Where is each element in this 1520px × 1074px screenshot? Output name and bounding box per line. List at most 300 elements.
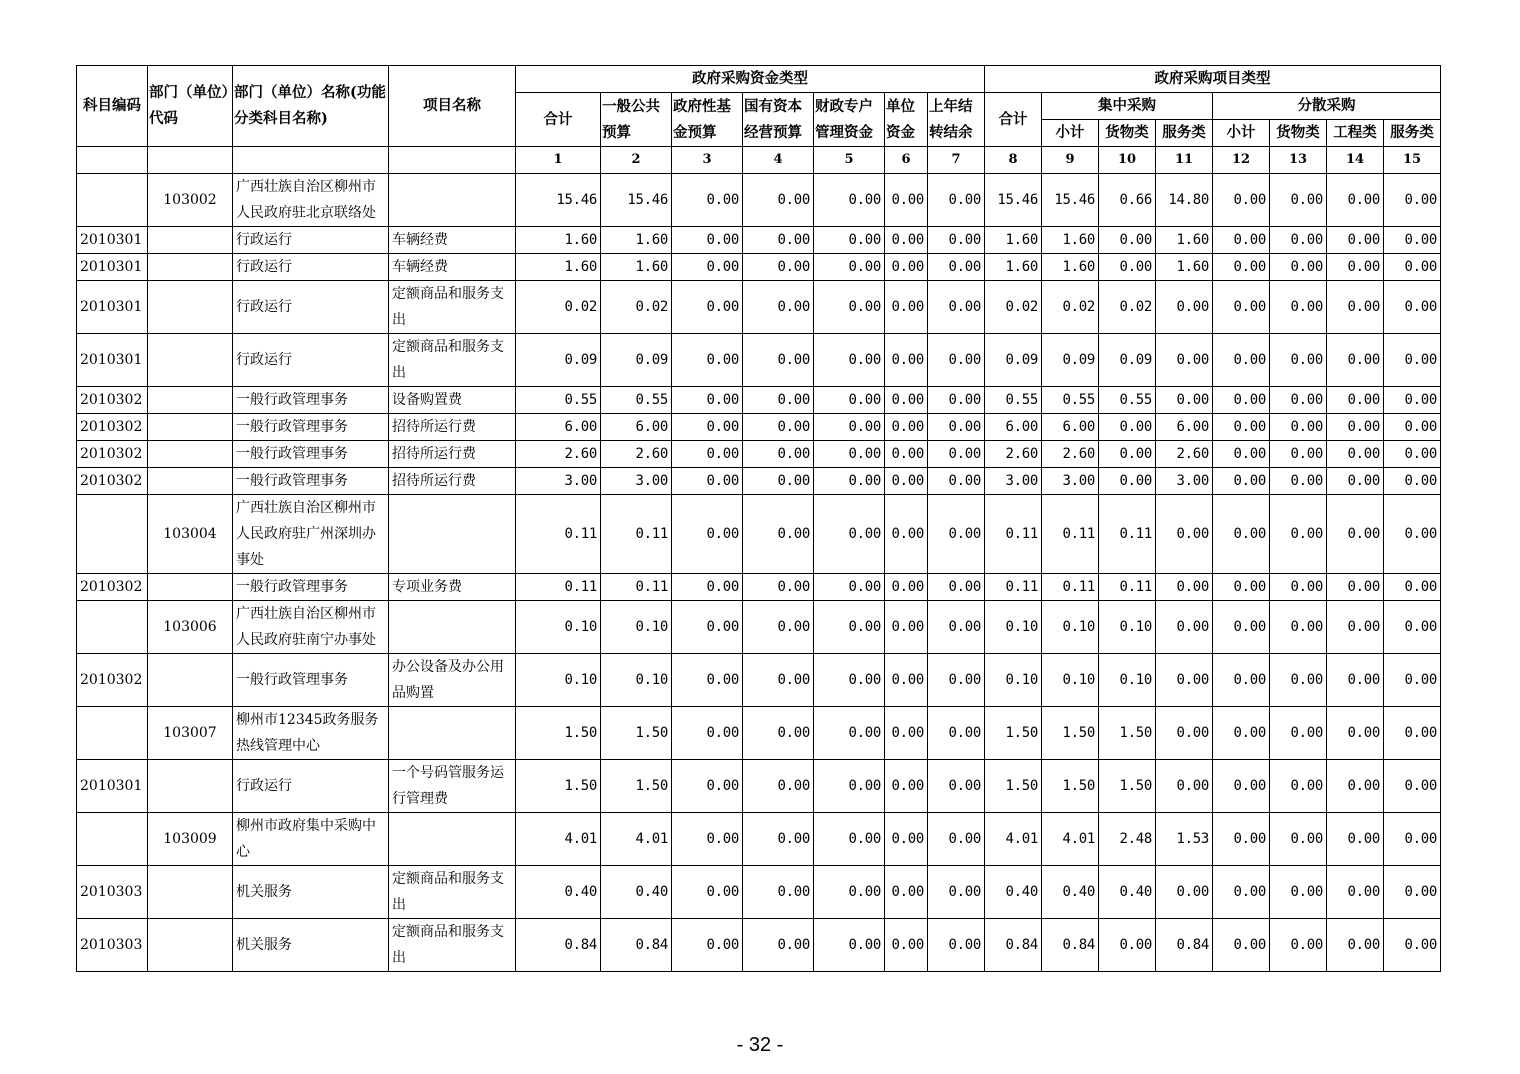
dept-code-cell bbox=[148, 468, 233, 495]
value-cell: 1.50 bbox=[601, 760, 672, 813]
value-cell: 0.00 bbox=[1327, 281, 1384, 334]
value-cell: 1.60 bbox=[516, 254, 601, 281]
value-cell: 1.50 bbox=[601, 707, 672, 760]
value-cell: 0.40 bbox=[1099, 866, 1156, 919]
value-cell: 0.00 bbox=[1384, 866, 1441, 919]
value-cell: 0.02 bbox=[985, 281, 1042, 334]
value-cell: 0.10 bbox=[1099, 601, 1156, 654]
project-name-cell bbox=[389, 174, 516, 227]
value-cell: 0.00 bbox=[814, 227, 885, 254]
subject-code-cell bbox=[77, 495, 148, 574]
value-cell: 0.84 bbox=[1042, 919, 1099, 972]
project-name-cell: 定额商品和服务支出 bbox=[389, 334, 516, 387]
value-cell: 0.00 bbox=[1156, 601, 1213, 654]
dept-code-cell: 103007 bbox=[148, 707, 233, 760]
value-cell: 0.00 bbox=[814, 254, 885, 281]
value-cell: 0.00 bbox=[1270, 601, 1327, 654]
value-cell: 0.00 bbox=[672, 468, 743, 495]
column-number: 3 bbox=[672, 147, 743, 174]
value-cell: 0.00 bbox=[1270, 468, 1327, 495]
value-cell: 0.00 bbox=[814, 574, 885, 601]
value-cell: 0.11 bbox=[1042, 495, 1099, 574]
dept-name-cell: 柳州市12345政务服务热线管理中心 bbox=[233, 707, 389, 760]
value-cell: 3.00 bbox=[985, 468, 1042, 495]
value-cell: 0.00 bbox=[1327, 254, 1384, 281]
project-name-cell: 招待所运行费 bbox=[389, 468, 516, 495]
value-cell: 0.00 bbox=[885, 866, 928, 919]
value-cell: 0.09 bbox=[1042, 334, 1099, 387]
dept-code-cell bbox=[148, 574, 233, 601]
value-cell: 0.00 bbox=[1384, 813, 1441, 866]
value-cell: 0.11 bbox=[601, 574, 672, 601]
dept-name-cell: 广西壮族自治区柳州市人民政府驻南宁办事处 bbox=[233, 601, 389, 654]
value-cell: 0.00 bbox=[743, 174, 814, 227]
value-cell: 0.00 bbox=[1384, 919, 1441, 972]
value-cell: 0.84 bbox=[516, 919, 601, 972]
value-cell: 0.00 bbox=[743, 414, 814, 441]
value-cell: 0.00 bbox=[672, 495, 743, 574]
value-cell: 0.00 bbox=[1099, 227, 1156, 254]
value-cell: 0.00 bbox=[1099, 468, 1156, 495]
value-cell: 0.10 bbox=[985, 654, 1042, 707]
column-number: 4 bbox=[743, 147, 814, 174]
dept-code-cell bbox=[148, 441, 233, 468]
value-cell: 0.00 bbox=[814, 495, 885, 574]
value-cell: 0.09 bbox=[985, 334, 1042, 387]
value-cell: 4.01 bbox=[985, 813, 1042, 866]
value-cell: 0.55 bbox=[601, 387, 672, 414]
value-cell: 0.09 bbox=[516, 334, 601, 387]
subject-code-cell: 2010302 bbox=[77, 468, 148, 495]
column-number: 8 bbox=[985, 147, 1042, 174]
value-cell: 6.00 bbox=[601, 414, 672, 441]
subject-code-cell: 2010301 bbox=[77, 760, 148, 813]
value-cell: 0.00 bbox=[928, 866, 985, 919]
table-row bbox=[77, 227, 1441, 254]
table-row bbox=[77, 919, 1441, 972]
value-cell: 0.00 bbox=[928, 334, 985, 387]
value-cell: 1.60 bbox=[601, 227, 672, 254]
table-row bbox=[77, 601, 1441, 654]
value-cell: 0.00 bbox=[743, 334, 814, 387]
value-cell: 0.00 bbox=[1384, 174, 1441, 227]
subject-code-cell bbox=[77, 601, 148, 654]
value-cell: 0.00 bbox=[1213, 441, 1270, 468]
value-cell: 0.00 bbox=[928, 468, 985, 495]
value-cell: 0.00 bbox=[1327, 866, 1384, 919]
value-cell: 0.00 bbox=[928, 813, 985, 866]
value-cell: 0.40 bbox=[516, 866, 601, 919]
value-cell: 0.00 bbox=[1213, 254, 1270, 281]
value-cell: 0.00 bbox=[1156, 760, 1213, 813]
value-cell: 2.60 bbox=[1042, 441, 1099, 468]
value-cell: 0.00 bbox=[1213, 387, 1270, 414]
value-cell: 0.00 bbox=[672, 227, 743, 254]
value-cell: 1.60 bbox=[985, 254, 1042, 281]
value-cell: 0.00 bbox=[1213, 866, 1270, 919]
project-name-cell bbox=[389, 707, 516, 760]
dept-name-cell: 机关服务 bbox=[233, 919, 389, 972]
value-cell: 0.00 bbox=[743, 654, 814, 707]
table-row bbox=[77, 414, 1441, 441]
value-cell: 0.10 bbox=[1099, 654, 1156, 707]
value-cell: 0.00 bbox=[1270, 387, 1327, 414]
subject-code-cell: 2010301 bbox=[77, 254, 148, 281]
value-cell: 0.00 bbox=[885, 707, 928, 760]
project-name-cell: 设备购置费 bbox=[389, 387, 516, 414]
subject-code-cell: 2010302 bbox=[77, 387, 148, 414]
value-cell: 0.00 bbox=[928, 707, 985, 760]
column-number: 2 bbox=[601, 147, 672, 174]
value-cell: 4.01 bbox=[516, 813, 601, 866]
value-cell: 0.00 bbox=[814, 601, 885, 654]
value-cell: 2.60 bbox=[985, 441, 1042, 468]
dept-name-cell: 一般行政管理事务 bbox=[233, 441, 389, 468]
value-cell: 0.00 bbox=[1213, 813, 1270, 866]
value-cell: 0.00 bbox=[1156, 281, 1213, 334]
value-cell: 0.00 bbox=[743, 919, 814, 972]
value-cell: 0.00 bbox=[1099, 254, 1156, 281]
column-number: 9 bbox=[1042, 147, 1099, 174]
dept-code-cell: 103004 bbox=[148, 495, 233, 574]
header-fiscal-account-funds: 财政专户管理资金 bbox=[814, 93, 885, 147]
subject-code-cell bbox=[77, 174, 148, 227]
value-cell: 0.00 bbox=[1099, 919, 1156, 972]
header-scatter-subtotal: 小计 bbox=[1213, 120, 1270, 147]
value-cell: 0.84 bbox=[985, 919, 1042, 972]
value-cell: 0.00 bbox=[928, 174, 985, 227]
value-cell: 0.00 bbox=[1213, 574, 1270, 601]
header-central-subtotal: 小计 bbox=[1042, 120, 1099, 147]
value-cell: 0.00 bbox=[672, 707, 743, 760]
value-cell: 0.00 bbox=[1270, 707, 1327, 760]
value-cell: 0.00 bbox=[743, 866, 814, 919]
value-cell: 0.00 bbox=[1327, 760, 1384, 813]
value-cell: 0.00 bbox=[1327, 227, 1384, 254]
column-number: 10 bbox=[1099, 147, 1156, 174]
value-cell: 0.55 bbox=[985, 387, 1042, 414]
value-cell: 0.00 bbox=[814, 468, 885, 495]
value-cell: 0.00 bbox=[672, 760, 743, 813]
dept-name-cell: 一般行政管理事务 bbox=[233, 468, 389, 495]
header-gov-fund-budget: 政府性基金预算 bbox=[672, 93, 743, 147]
value-cell: 0.55 bbox=[516, 387, 601, 414]
value-cell: 0.00 bbox=[1327, 495, 1384, 574]
value-cell: 0.10 bbox=[1042, 601, 1099, 654]
project-name-cell: 招待所运行费 bbox=[389, 441, 516, 468]
value-cell: 0.00 bbox=[672, 414, 743, 441]
dept-name-cell: 行政运行 bbox=[233, 254, 389, 281]
value-cell: 6.00 bbox=[1042, 414, 1099, 441]
column-number-row bbox=[77, 147, 1441, 174]
subject-code-cell: 2010301 bbox=[77, 334, 148, 387]
value-cell: 0.00 bbox=[928, 654, 985, 707]
column-number: 6 bbox=[885, 147, 928, 174]
value-cell: 0.00 bbox=[743, 495, 814, 574]
value-cell: 3.00 bbox=[1042, 468, 1099, 495]
value-cell: 0.00 bbox=[928, 495, 985, 574]
value-cell: 0.00 bbox=[1384, 281, 1441, 334]
dept-code-cell: 103006 bbox=[148, 601, 233, 654]
value-cell: 0.00 bbox=[928, 387, 985, 414]
value-cell: 0.84 bbox=[1156, 919, 1213, 972]
value-cell: 0.09 bbox=[1099, 334, 1156, 387]
header-scattered-procurement: 分散采购 bbox=[1213, 93, 1441, 120]
value-cell: 0.00 bbox=[814, 919, 885, 972]
value-cell: 0.11 bbox=[1099, 574, 1156, 601]
table-row bbox=[77, 387, 1441, 414]
project-name-cell bbox=[389, 813, 516, 866]
value-cell: 0.00 bbox=[1213, 760, 1270, 813]
value-cell: 0.00 bbox=[1156, 654, 1213, 707]
table-row bbox=[77, 866, 1441, 919]
value-cell: 0.00 bbox=[672, 281, 743, 334]
value-cell: 0.09 bbox=[601, 334, 672, 387]
value-cell: 0.84 bbox=[601, 919, 672, 972]
value-cell: 0.40 bbox=[601, 866, 672, 919]
value-cell: 0.00 bbox=[1156, 866, 1213, 919]
value-cell: 0.00 bbox=[1213, 414, 1270, 441]
value-cell: 0.00 bbox=[1213, 919, 1270, 972]
dept-name-cell: 行政运行 bbox=[233, 227, 389, 254]
value-cell: 0.00 bbox=[1213, 334, 1270, 387]
value-cell: 6.00 bbox=[1156, 414, 1213, 441]
value-cell: 1.53 bbox=[1156, 813, 1213, 866]
subject-code-cell: 2010302 bbox=[77, 441, 148, 468]
dept-name-cell: 一般行政管理事务 bbox=[233, 387, 389, 414]
table-row bbox=[77, 760, 1441, 813]
value-cell: 0.00 bbox=[885, 174, 928, 227]
header-scatter-goods: 货物类 bbox=[1270, 120, 1327, 147]
value-cell: 0.00 bbox=[1384, 760, 1441, 813]
value-cell: 0.00 bbox=[1270, 227, 1327, 254]
value-cell: 1.50 bbox=[1042, 707, 1099, 760]
value-cell: 0.00 bbox=[1213, 468, 1270, 495]
value-cell: 6.00 bbox=[985, 414, 1042, 441]
header-fund-total: 合计 bbox=[516, 93, 601, 147]
dept-code-cell bbox=[148, 414, 233, 441]
value-cell: 0.00 bbox=[928, 254, 985, 281]
value-cell: 0.11 bbox=[601, 495, 672, 574]
project-name-cell: 定额商品和服务支出 bbox=[389, 919, 516, 972]
value-cell: 0.00 bbox=[1213, 227, 1270, 254]
value-cell: 0.00 bbox=[1156, 495, 1213, 574]
project-name-cell bbox=[389, 601, 516, 654]
value-cell: 0.00 bbox=[928, 574, 985, 601]
value-cell: 0.00 bbox=[814, 174, 885, 227]
value-cell: 0.00 bbox=[672, 813, 743, 866]
value-cell: 0.00 bbox=[1213, 707, 1270, 760]
value-cell: 0.00 bbox=[1327, 919, 1384, 972]
value-cell: 3.00 bbox=[601, 468, 672, 495]
value-cell: 0.00 bbox=[885, 387, 928, 414]
value-cell: 0.11 bbox=[1042, 574, 1099, 601]
value-cell: 0.00 bbox=[672, 866, 743, 919]
dept-code-cell bbox=[148, 254, 233, 281]
page-number: - 32 - bbox=[736, 1034, 784, 1056]
procurement-budget-table bbox=[76, 65, 1441, 972]
subject-code-cell bbox=[77, 707, 148, 760]
value-cell: 0.00 bbox=[814, 334, 885, 387]
value-cell: 0.66 bbox=[1099, 174, 1156, 227]
value-cell: 1.50 bbox=[1042, 760, 1099, 813]
table-row bbox=[77, 574, 1441, 601]
value-cell: 0.00 bbox=[1270, 281, 1327, 334]
dept-name-cell: 行政运行 bbox=[233, 760, 389, 813]
value-cell: 2.60 bbox=[1156, 441, 1213, 468]
value-cell: 0.00 bbox=[885, 919, 928, 972]
value-cell: 0.00 bbox=[1270, 654, 1327, 707]
value-cell: 0.10 bbox=[601, 601, 672, 654]
table-row bbox=[77, 654, 1441, 707]
value-cell: 6.00 bbox=[516, 414, 601, 441]
project-name-cell: 招待所运行费 bbox=[389, 414, 516, 441]
dept-code-cell bbox=[148, 654, 233, 707]
value-cell: 0.00 bbox=[928, 227, 985, 254]
value-cell: 0.00 bbox=[672, 919, 743, 972]
value-cell: 0.00 bbox=[1270, 574, 1327, 601]
value-cell: 0.00 bbox=[1384, 707, 1441, 760]
value-cell: 0.00 bbox=[1213, 654, 1270, 707]
project-name-cell bbox=[389, 495, 516, 574]
value-cell: 0.00 bbox=[1327, 601, 1384, 654]
value-cell: 0.00 bbox=[1099, 414, 1156, 441]
value-cell: 0.00 bbox=[1270, 414, 1327, 441]
value-cell: 1.60 bbox=[1042, 254, 1099, 281]
value-cell: 0.02 bbox=[1099, 281, 1156, 334]
column-number: 11 bbox=[1156, 147, 1213, 174]
value-cell: 0.00 bbox=[885, 281, 928, 334]
value-cell: 0.00 bbox=[928, 414, 985, 441]
value-cell: 2.48 bbox=[1099, 813, 1156, 866]
column-number: 14 bbox=[1327, 147, 1384, 174]
project-name-cell: 定额商品和服务支出 bbox=[389, 866, 516, 919]
value-cell: 0.00 bbox=[814, 760, 885, 813]
value-cell: 0.11 bbox=[985, 495, 1042, 574]
value-cell: 0.00 bbox=[1327, 174, 1384, 227]
value-cell: 1.60 bbox=[1156, 254, 1213, 281]
value-cell: 0.00 bbox=[743, 574, 814, 601]
header-general-budget: 一般公共预算 bbox=[601, 93, 672, 147]
subject-code-cell: 2010302 bbox=[77, 414, 148, 441]
value-cell: 0.00 bbox=[743, 468, 814, 495]
value-cell: 0.00 bbox=[1384, 227, 1441, 254]
value-cell: 0.00 bbox=[1384, 441, 1441, 468]
value-cell: 0.00 bbox=[1327, 441, 1384, 468]
value-cell: 0.00 bbox=[1270, 254, 1327, 281]
value-cell: 0.00 bbox=[814, 387, 885, 414]
value-cell: 0.00 bbox=[814, 707, 885, 760]
value-cell: 0.00 bbox=[885, 254, 928, 281]
value-cell: 1.50 bbox=[1099, 707, 1156, 760]
value-cell: 0.00 bbox=[743, 813, 814, 866]
value-cell: 0.00 bbox=[1327, 574, 1384, 601]
value-cell: 0.00 bbox=[814, 813, 885, 866]
header-carryover: 上年结转结余 bbox=[928, 93, 985, 147]
dept-code-cell bbox=[148, 387, 233, 414]
dept-name-cell: 一般行政管理事务 bbox=[233, 414, 389, 441]
header-central-procurement: 集中采购 bbox=[1042, 93, 1213, 120]
value-cell: 4.01 bbox=[1042, 813, 1099, 866]
dept-code-cell bbox=[148, 227, 233, 254]
dept-code-cell: 103002 bbox=[148, 174, 233, 227]
column-number: 7 bbox=[928, 147, 985, 174]
header-dept-code: 部门（单位）代码 bbox=[148, 66, 233, 147]
value-cell: 0.00 bbox=[885, 760, 928, 813]
value-cell: 0.00 bbox=[928, 601, 985, 654]
project-name-cell: 专项业务费 bbox=[389, 574, 516, 601]
table-row bbox=[77, 441, 1441, 468]
value-cell: 0.00 bbox=[672, 387, 743, 414]
value-cell: 1.60 bbox=[516, 227, 601, 254]
value-cell: 0.00 bbox=[1270, 866, 1327, 919]
table-row bbox=[77, 813, 1441, 866]
value-cell: 0.00 bbox=[1384, 387, 1441, 414]
value-cell: 0.00 bbox=[885, 574, 928, 601]
value-cell: 0.00 bbox=[1270, 495, 1327, 574]
value-cell: 0.00 bbox=[885, 654, 928, 707]
header-scatter-services: 服务类 bbox=[1384, 120, 1441, 147]
value-cell: 0.00 bbox=[1327, 334, 1384, 387]
table-row bbox=[77, 174, 1441, 227]
header-item-total: 合计 bbox=[985, 93, 1042, 147]
header-scatter-works: 工程类 bbox=[1327, 120, 1384, 147]
column-number: 1 bbox=[516, 147, 601, 174]
value-cell: 0.00 bbox=[1270, 334, 1327, 387]
value-cell: 0.00 bbox=[814, 441, 885, 468]
subject-code-cell: 2010302 bbox=[77, 574, 148, 601]
header-state-capital-budget: 国有资本经营预算 bbox=[743, 93, 814, 147]
value-cell: 0.00 bbox=[814, 654, 885, 707]
table-row bbox=[77, 281, 1441, 334]
header-subject-code: 科目编码 bbox=[77, 66, 148, 147]
value-cell: 0.40 bbox=[985, 866, 1042, 919]
dept-name-cell: 一般行政管理事务 bbox=[233, 654, 389, 707]
value-cell: 0.02 bbox=[516, 281, 601, 334]
value-cell: 3.00 bbox=[1156, 468, 1213, 495]
value-cell: 0.10 bbox=[516, 654, 601, 707]
value-cell: 15.46 bbox=[516, 174, 601, 227]
value-cell: 0.00 bbox=[885, 227, 928, 254]
subject-code-cell bbox=[77, 813, 148, 866]
value-cell: 1.60 bbox=[1042, 227, 1099, 254]
dept-code-cell: 103009 bbox=[148, 813, 233, 866]
value-cell: 0.55 bbox=[1099, 387, 1156, 414]
value-cell: 0.00 bbox=[743, 227, 814, 254]
value-cell: 0.00 bbox=[743, 254, 814, 281]
value-cell: 0.55 bbox=[1042, 387, 1099, 414]
dept-name-cell: 广西壮族自治区柳州市人民政府驻北京联络处 bbox=[233, 174, 389, 227]
value-cell: 0.00 bbox=[885, 468, 928, 495]
value-cell: 15.46 bbox=[985, 174, 1042, 227]
subject-code-cell: 2010302 bbox=[77, 654, 148, 707]
value-cell: 0.02 bbox=[1042, 281, 1099, 334]
value-cell: 1.50 bbox=[516, 707, 601, 760]
value-cell: 0.40 bbox=[1042, 866, 1099, 919]
value-cell: 0.00 bbox=[1213, 495, 1270, 574]
header-dept-name: 部门（单位）名称(功能分类科目名称) bbox=[233, 66, 389, 147]
value-cell: 0.00 bbox=[1327, 414, 1384, 441]
value-cell: 0.00 bbox=[1327, 387, 1384, 414]
subject-code-cell: 2010301 bbox=[77, 281, 148, 334]
column-number: 15 bbox=[1384, 147, 1441, 174]
header-fund-type-group: 政府采购资金类型 bbox=[516, 66, 985, 93]
dept-code-cell bbox=[148, 866, 233, 919]
value-cell: 0.10 bbox=[985, 601, 1042, 654]
dept-name-cell: 广西壮族自治区柳州市人民政府驻广州深圳办事处 bbox=[233, 495, 389, 574]
value-cell: 0.00 bbox=[928, 760, 985, 813]
value-cell: 1.50 bbox=[1099, 760, 1156, 813]
